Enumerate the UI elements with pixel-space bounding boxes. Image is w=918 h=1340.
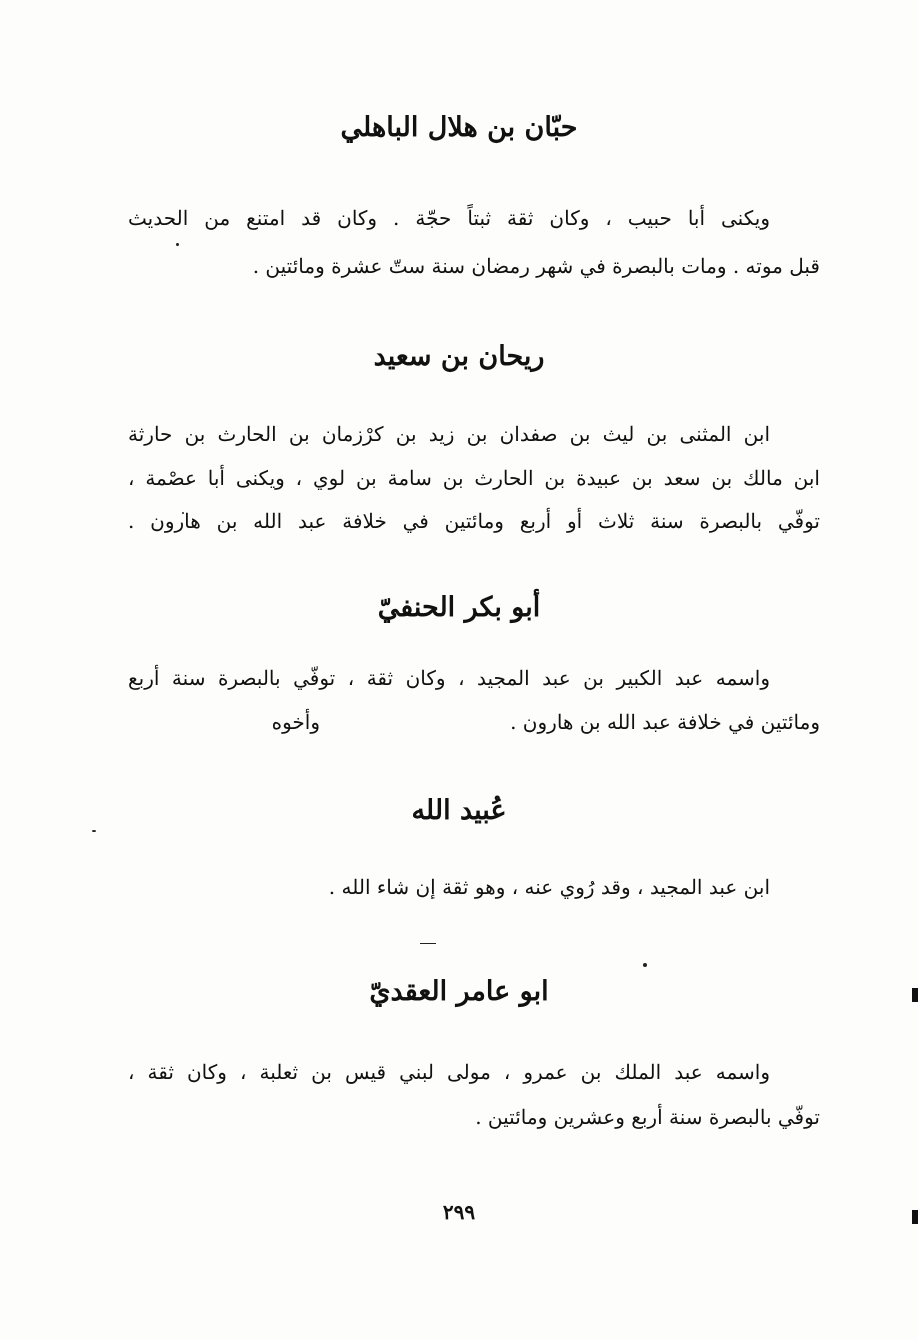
entry-heading: ريحان بن سعيد bbox=[373, 341, 545, 372]
scan-speck bbox=[420, 943, 436, 944]
entry-text-line: ويكنى أبا حبيب ، وكان ثقة ثبتاً حجّة . وكان قد امتنع من الحديث bbox=[128, 206, 770, 230]
entry-text-line: قبل موته . ومات بالبصرة في شهر رمضان سنة ستّ عشرة ومائتين . bbox=[252, 254, 820, 278]
entry-text-segment: ومائتين في خلافة عبد الله بن هارون . bbox=[510, 710, 820, 734]
entry-heading: ابو عامر العقديّ bbox=[369, 976, 549, 1007]
entry-heading: عُبيد الله bbox=[411, 795, 507, 826]
entry-text-line: ابن المثنى بن ليث بن صفدان بن زيد بن كرْزمان بن الحارث بن حارثة bbox=[128, 422, 770, 446]
entry-text-line: واسمه عبد الملك بن عمرو ، مولى لبني قيس بن ثعلبة ، وكان ثقة ، bbox=[128, 1060, 770, 1084]
entry-text-line: ابن عبد المجيد ، وقد رُوي عنه ، وهو ثقة إن شاء الله . bbox=[328, 875, 770, 899]
page-number: ٢٩٩ bbox=[442, 1200, 476, 1224]
scan-speck bbox=[176, 243, 179, 246]
entry-text-line: توفّي بالبصرة سنة ثلاث أو أربع ومائتين في خلافة عبد الله بن هارون . bbox=[128, 509, 820, 533]
entry-trailing-word: وأخوه bbox=[271, 710, 320, 734]
scan-speck bbox=[643, 963, 647, 967]
entry-text-line: واسمه عبد الكبير بن عبد المجيد ، وكان ثقة ، توفّي بالبصرة سنة أربع bbox=[128, 666, 770, 690]
entry-heading: أبو بكر الحنفيّ bbox=[377, 592, 541, 623]
entry-text-line: ابن مالك بن سعد بن عبيدة بن الحارث بن سامة بن لوي ، ويكنى أبا عصْمة ، bbox=[128, 466, 820, 490]
scan-speck bbox=[92, 830, 96, 832]
entry-text-line: توفّي بالبصرة سنة أربع وعشرين ومائتين . bbox=[475, 1105, 820, 1129]
entry-text-line bbox=[128, 708, 820, 736]
entry-heading: حبّان بن هلال الباهلي bbox=[340, 112, 578, 143]
